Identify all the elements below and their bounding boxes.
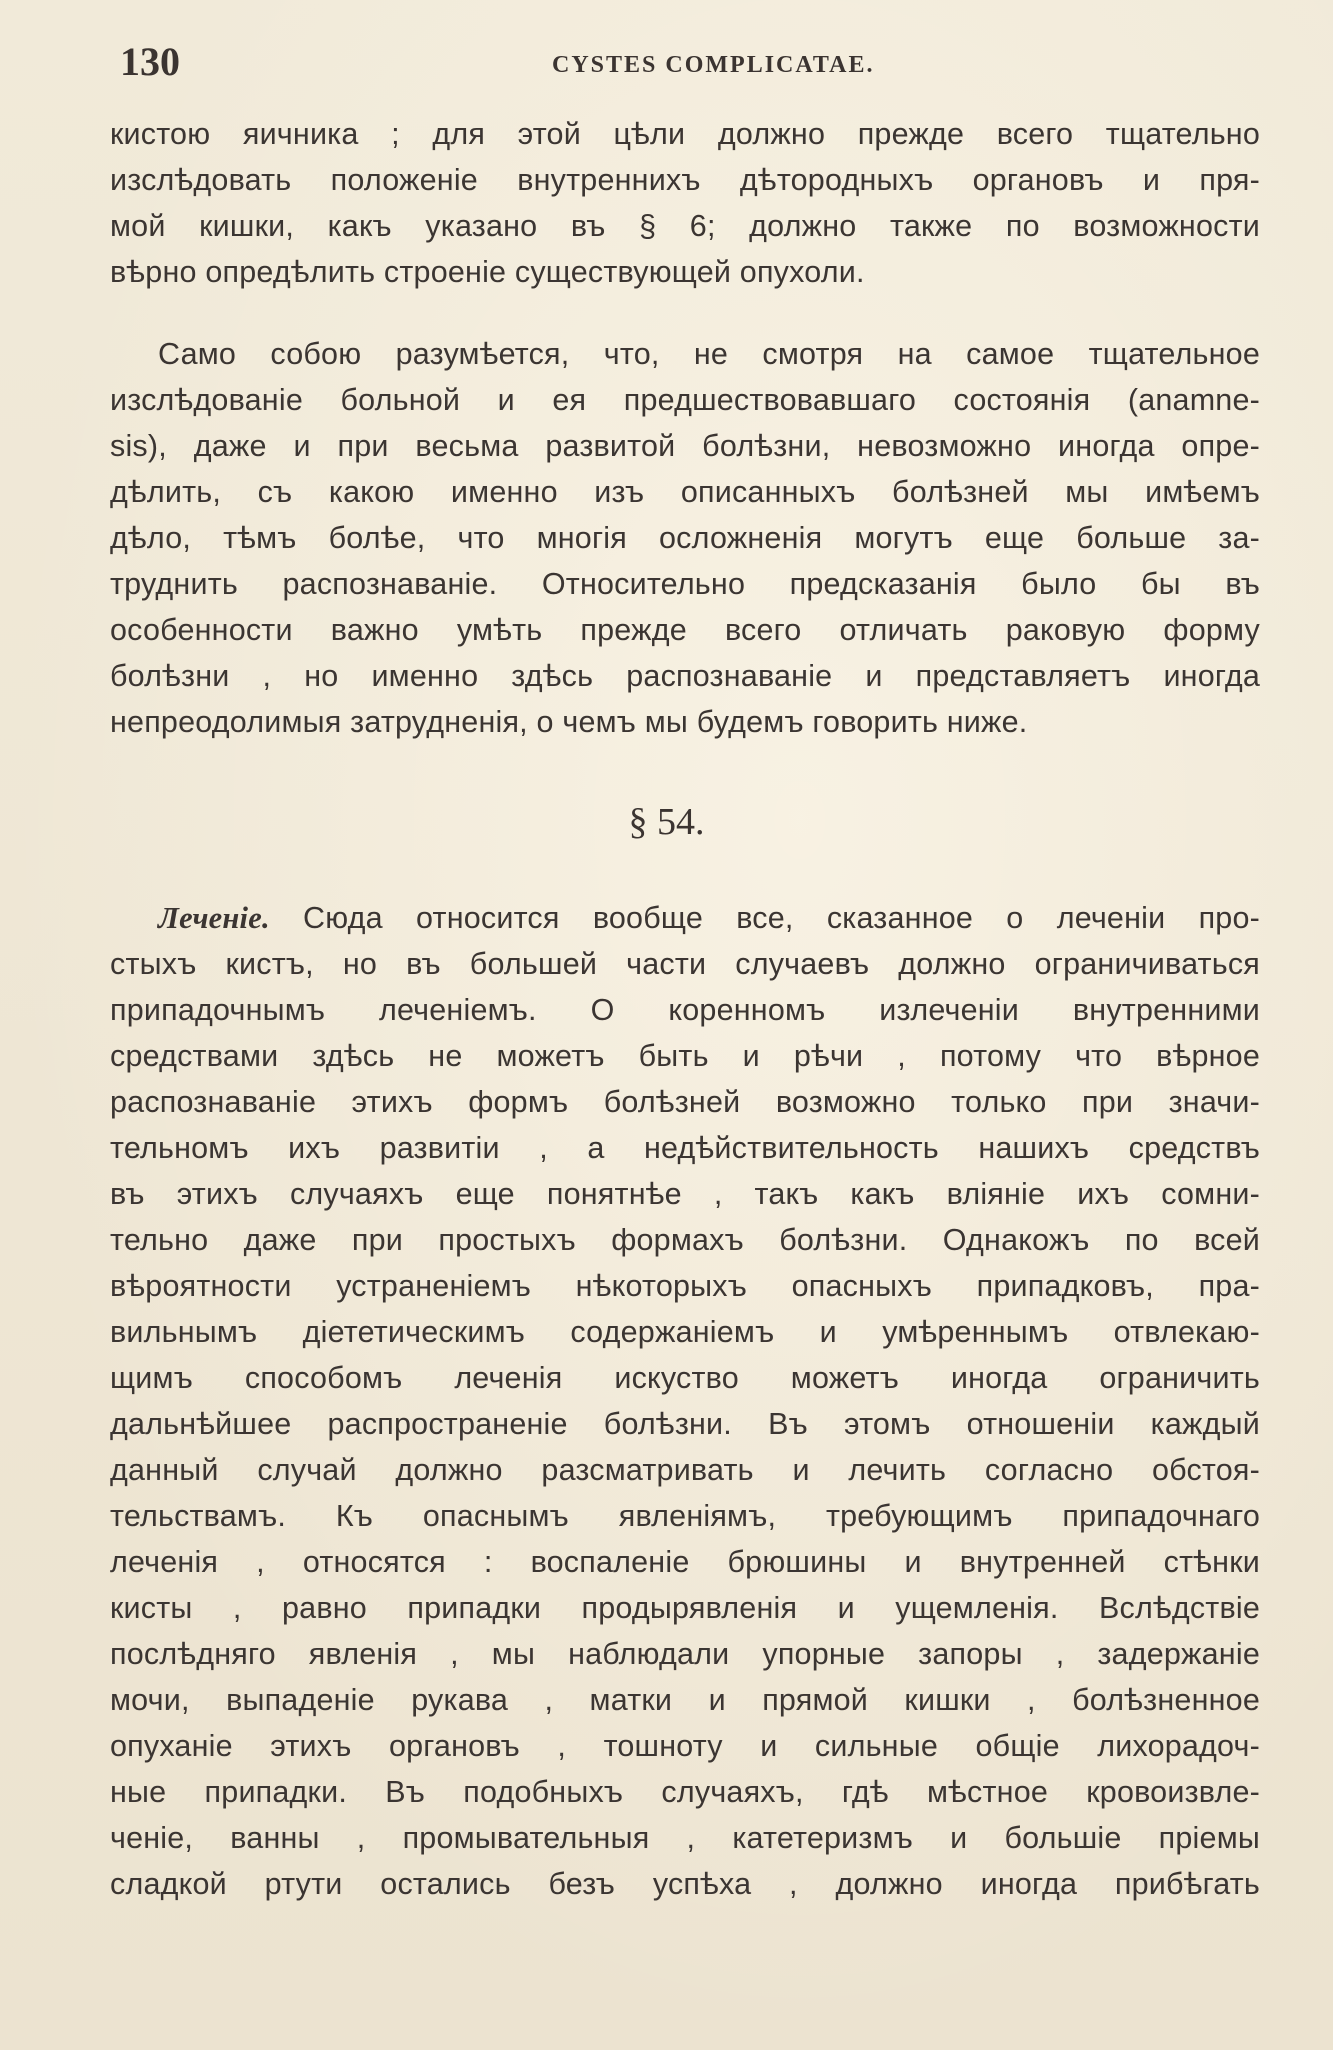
section-heading: § 54. bbox=[628, 801, 705, 843]
text-line: изслѣдованiе больной и ея предшествовавшаго состоянiя (anamne- bbox=[110, 383, 1260, 417]
text-line: мочи, выпаденiе рукава , матки и прямой кишки , болѣзненное bbox=[110, 1683, 1260, 1717]
text-line: щимъ способомъ леченiя искуство можетъ иногда ограничить bbox=[110, 1361, 1260, 1395]
text-line: вѣрно опредѣлить строенiе существующей опухоли. bbox=[110, 255, 865, 289]
text-line: Само собою разумѣется, что, не смотря на самое тщательное bbox=[158, 337, 1260, 371]
text-line: труднить распознаванiе. Относительно предсказанiя было бы въ bbox=[110, 567, 1260, 601]
running-title: CYSTES COMPLICATAE. bbox=[552, 52, 875, 78]
text-line: изслѣдовать положенiе внутреннихъ дѣтородныхъ органовъ и пря- bbox=[110, 163, 1260, 197]
text-line: особенности важно умѣть прежде всего отличать раковую форму bbox=[110, 613, 1260, 647]
text-line: стыхъ кистъ, но въ большей части случаевъ должно ограничиваться bbox=[110, 947, 1260, 981]
text-line: sis), даже и при весьма развитой болѣзни, невозможно иногда опре- bbox=[110, 429, 1260, 463]
text-line: тельствамъ. Къ опаснымъ явленiямъ, требующимъ припадочнаго bbox=[110, 1499, 1260, 1533]
text-line: болѣзни , но именно здѣсь распознаванiе и представляетъ иногда bbox=[110, 659, 1260, 693]
text-line: леченiя , относятся : воспаленiе брюшины и внутренней стѣнки bbox=[110, 1545, 1260, 1579]
text-line: вильнымъ дiететическимъ содержанiемъ и умѣреннымъ отвлекаю- bbox=[110, 1315, 1260, 1349]
text-line: опуханiе этихъ органовъ , тошноту и сильные общiе лихорадоч- bbox=[110, 1729, 1260, 1763]
text-line: мой кишки, какъ указано въ § 6; должно также по возможности bbox=[110, 209, 1260, 243]
text-line: ные припадки. Въ подобныхъ случаяхъ, гдѣ мѣстное кровоизвле- bbox=[110, 1775, 1260, 1809]
text-line: послѣдняго явленiя , мы наблюдали упорные запоры , задержанiе bbox=[110, 1637, 1260, 1671]
text-line: вѣроятности устраненiемъ нѣкоторыхъ опасныхъ припадковъ, пра- bbox=[110, 1269, 1260, 1303]
text-line: сладкой ртути остались безъ успѣха , должно иногда прибѣгать bbox=[110, 1867, 1260, 1901]
text-line: дѣло, тѣмъ болѣе, что многiя осложненiя могутъ еще больше за- bbox=[110, 521, 1260, 555]
text-line: распознаванiе этихъ формъ болѣзней возможно только при значи- bbox=[110, 1085, 1260, 1119]
page-header bbox=[120, 38, 1260, 88]
text-line: ченiе, ванны , промывательныя , катетеризмъ и большiе прiемы bbox=[110, 1821, 1260, 1855]
lead-word: Леченiе. bbox=[158, 901, 270, 935]
text-line: въ этихъ случаяхъ еще понятнѣе , такъ какъ влiянiе ихъ сомни- bbox=[110, 1177, 1260, 1211]
text-line: дѣлить, съ какою именно изъ описанныхъ болѣзней мы имѣемъ bbox=[110, 475, 1260, 509]
text-line: тельномъ ихъ развитiи , а недѣйствительность нашихъ средствъ bbox=[110, 1131, 1260, 1165]
text-line: припадочнымъ леченiемъ. О коренномъ излеченiи внутренними bbox=[110, 993, 1260, 1027]
first-line-rest: Сюда относится вообще все, сказанное о леченiи про- bbox=[269, 901, 1260, 935]
text-line: тельно даже при простыхъ формахъ болѣзни. Однакожъ по всей bbox=[110, 1223, 1260, 1257]
text-line: кисты , равно припадки продырявленiя и ущемленiя. Вслѣдствiе bbox=[110, 1591, 1260, 1625]
text-line bbox=[158, 898, 1260, 938]
text-line: кистою яичника ; для этой цѣли должно прежде всего тщательно bbox=[110, 117, 1260, 151]
page-number: 130 bbox=[120, 39, 180, 84]
text-line: данный случай должно разсматривать и лечить согласно обстоя- bbox=[110, 1453, 1260, 1487]
text-line: дальнѣйшее распространенiе болѣзни. Въ этомъ отношенiи каждый bbox=[110, 1407, 1260, 1441]
text-line: непреодолимыя затрудненiя, о чемъ мы будемъ говорить ниже. bbox=[110, 705, 1028, 739]
text-line: средствами здѣсь не можетъ быть и рѣчи , потому что вѣрное bbox=[110, 1039, 1260, 1073]
